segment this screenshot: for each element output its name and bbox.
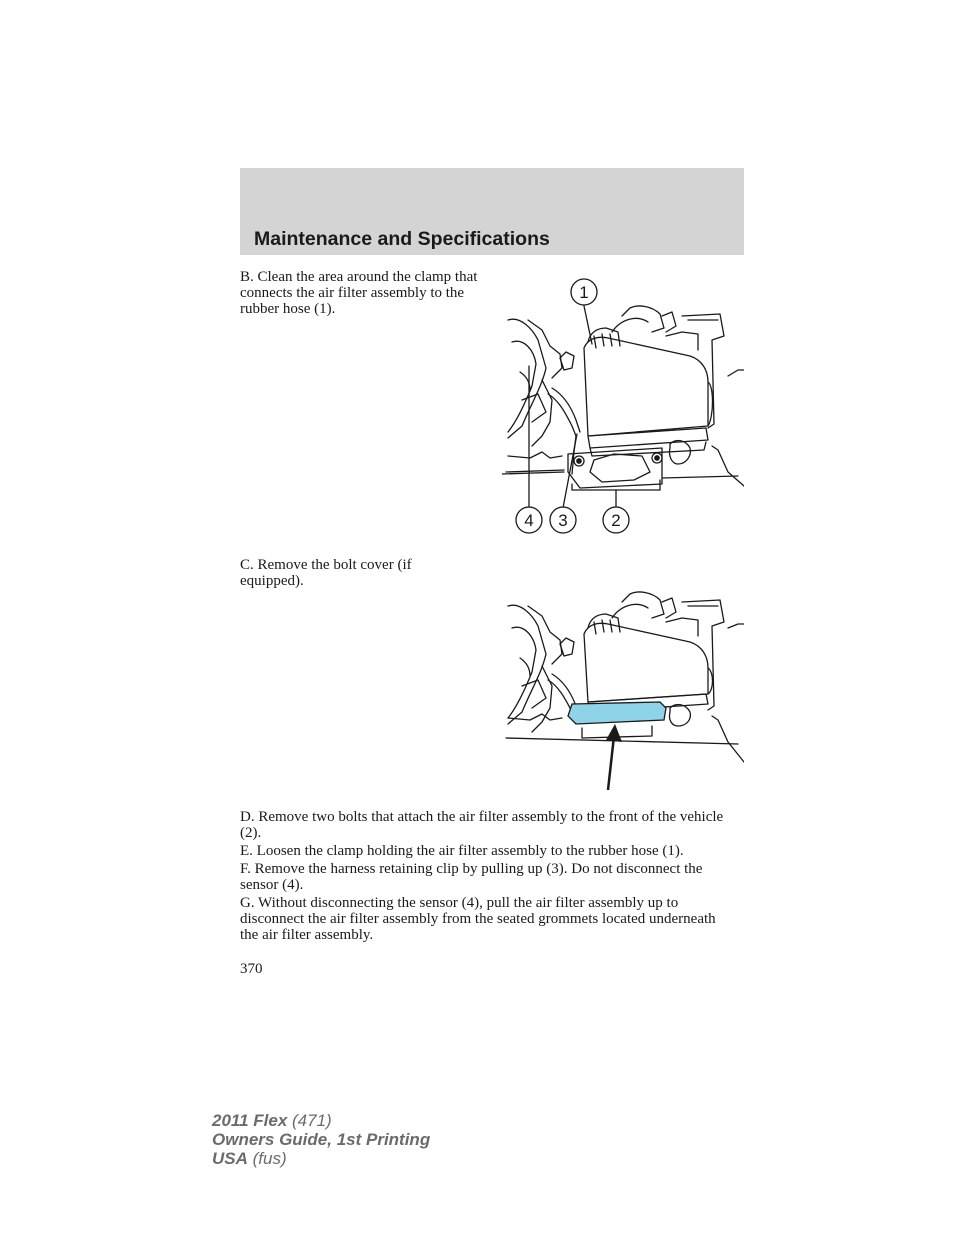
footer-edition: Owners Guide, 1st Printing (212, 1130, 431, 1149)
bolt-cover-diagram (502, 566, 744, 792)
callout-1-label: 1 (579, 283, 589, 302)
callout-3-label: 3 (558, 511, 568, 530)
document-footer (212, 1111, 430, 1168)
bolt-cover-highlight (568, 702, 666, 724)
footer-model-code: (471) (287, 1111, 332, 1130)
section-header-band (240, 168, 744, 255)
footer-market-code: (fus) (247, 1149, 287, 1168)
footer-model: 2011 Flex (212, 1111, 288, 1130)
step-f-text: F. Remove the harness retaining clip by pulling up (3). Do not disconnect the sensor (4). (240, 861, 703, 893)
callout-4-label: 4 (524, 511, 534, 530)
step-c-text: C. Remove the bolt cover (if equipped). (240, 557, 412, 589)
step-d-text: D. Remove two bolts that attach the air filter assembly to the front of the vehicle (2). (240, 809, 724, 841)
air-filter-diagram (502, 276, 744, 540)
pointer-arrow-head (606, 724, 622, 742)
pointer-arrow-line (608, 736, 614, 790)
footer-market: USA (212, 1149, 248, 1168)
section-title: Maintenance and Specifications (254, 228, 550, 250)
step-e-text: E. Loosen the clamp holding the air filter assembly to the rubber hose (1). (240, 843, 684, 859)
step-g-text: G. Without disconnecting the sensor (4), pull the air filter assembly up to disconnect the air filter assembly from the seated grommets located underneath the air filter assembly. (240, 895, 716, 943)
page-number: 370 (240, 961, 263, 977)
steps-lower (240, 809, 735, 945)
step-b-text: B. Clean the area around the clamp that connects the air filter assembly to the rubber hose (1). (240, 269, 478, 317)
callout-2-label: 2 (611, 511, 621, 530)
